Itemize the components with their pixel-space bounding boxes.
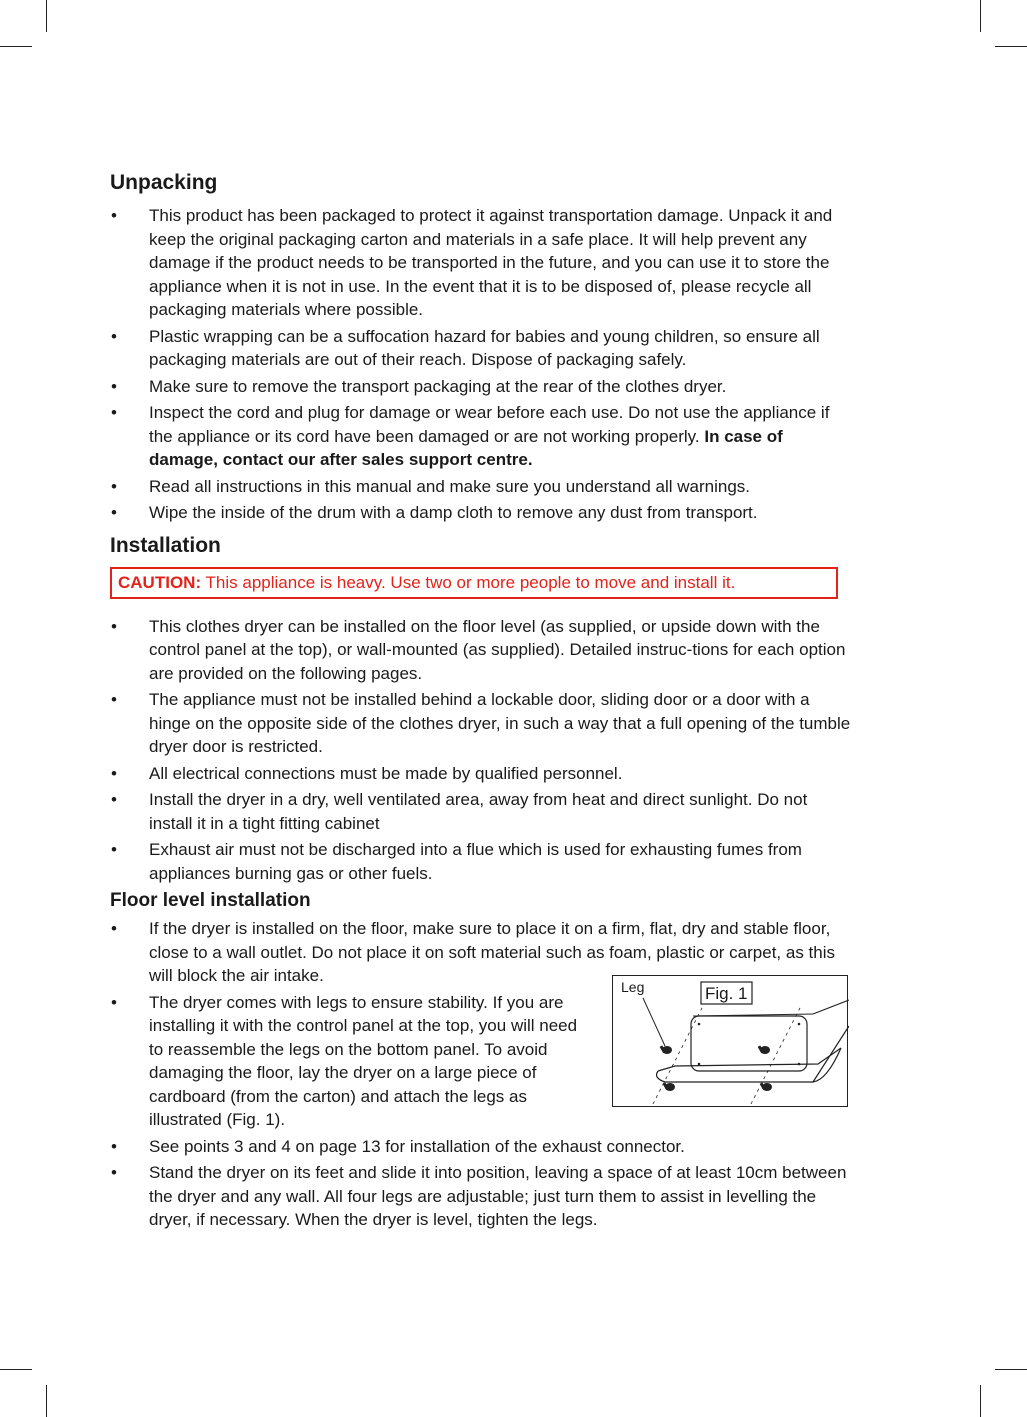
bullet-icon: • xyxy=(111,326,117,346)
crop-mark xyxy=(46,1385,47,1417)
caution-box xyxy=(110,567,838,599)
bullet-icon: • xyxy=(111,206,117,225)
fig-label: Fig. 1 xyxy=(705,984,748,1003)
figure-1 xyxy=(612,975,848,1107)
crop-mark xyxy=(0,1369,32,1370)
list-item: • The dryer comes with legs to ensure stability. If you are installing it with the control panel at the top, you will need to reassemble the legs on the bottom panel. To avoid damaging the floor, lay the dryer on a large piece of cardboard (from the carton) and attach the legs as illustrated (Fig. 1). xyxy=(111,992,578,1129)
bullet-icon: • xyxy=(111,1136,117,1156)
bullet-icon: • xyxy=(111,790,117,809)
leg-icon xyxy=(758,1045,770,1054)
bullet-icon: • xyxy=(111,476,117,496)
bullet-icon: • xyxy=(111,503,117,522)
bullet-icon: • xyxy=(111,690,117,709)
leg-icon xyxy=(660,1045,672,1054)
list-item: • Make sure to remove the transport packaging at the rear of the clothes dryer. xyxy=(110,375,855,399)
section-title-unpacking: Unpacking xyxy=(110,171,218,194)
list-item: • This product has been packaged to protect it against transportation damage. Unpack it and keep the original packaging carton and materials in a safe place. It will help prevent any damage if the product needs to be transported in the future, and you can use it to store the appliance when it is not in use. In the event that it is to be disposed of, please recycle all packaging materials where possible. xyxy=(111,206,833,319)
unpacking-list xyxy=(110,204,855,525)
list-item: • The appliance must not be installed behind a lockable door, sliding door or a door with a hinge on the opposite side of the clothes dryer, in such a way that a full opening of the tumble dryer door is restricted. xyxy=(111,690,851,756)
crop-mark xyxy=(46,0,47,32)
caution-label: CAUTION: xyxy=(118,572,202,592)
list-item: • See points 3 and 4 on page 13 for installation of the exhaust connector. xyxy=(110,1135,855,1159)
list-item: • Wipe the inside of the drum with a damp cloth to remove any dust from transport. xyxy=(110,501,855,525)
crop-mark xyxy=(980,0,981,32)
bullet-icon: • xyxy=(111,992,117,1012)
support-notice: In case of damage, contact our after sales support centre. xyxy=(149,426,783,469)
list-item: • Exhaust air must not be discharged into a flue which is used for exhausting fumes from appliances burning gas or other fuels. xyxy=(111,840,802,883)
bullet-icon: • xyxy=(111,919,117,938)
dryer-legs-illustration xyxy=(613,976,849,1108)
bullet-icon: • xyxy=(111,1163,117,1182)
bullet-icon: • xyxy=(111,616,117,636)
bullet-icon: • xyxy=(111,840,117,859)
bullet-icon: • xyxy=(111,763,117,783)
caution-text: This appliance is heavy. Use two or more people to move and install it. xyxy=(201,572,736,592)
leg-icon xyxy=(760,1082,772,1091)
crop-mark xyxy=(0,46,32,47)
list-item: • If the dryer is installed on the floor, make sure to place it on a firm, flat, dry and stable floor, close to a wall outlet. Do not place it on soft material such as foam, plastic or carpet, as this will block the air intake. xyxy=(111,919,835,985)
list-item: • All electrical connections must be made by qualified personnel. xyxy=(110,762,855,786)
list-item: • Read all instructions in this manual and make sure you understand all warnings. xyxy=(110,475,855,499)
leg-label: Leg xyxy=(621,979,645,995)
list-item: • This clothes dryer can be installed on the floor level (as supplied, or upside down with the control panel at the top), or wall-mounted (as supplied). Detailed instruc-tions for each option are provided on the following pages. xyxy=(111,616,846,683)
crop-mark xyxy=(980,1385,981,1417)
crop-mark xyxy=(995,46,1027,47)
list-item: • Install the dryer in a dry, well ventilated area, away from heat and direct sunlight. Do not install it in a tight fitting cabinet xyxy=(111,790,808,833)
bullet-icon: • xyxy=(111,376,117,396)
section-title-floor: Floor level installation xyxy=(110,890,311,911)
leg-icon xyxy=(663,1082,675,1091)
bullet-icon: • xyxy=(111,403,117,422)
crop-mark xyxy=(995,1369,1027,1370)
installation-list xyxy=(110,615,855,886)
section-title-installation: Installation xyxy=(110,533,221,557)
list-item: • Plastic wrapping can be a suffocation hazard for babies and young children, so ensure all packaging materials are out of their reach. Dispose of packaging safely. xyxy=(111,326,820,369)
list-item: • Inspect the cord and plug for damage or wear before each use. Do not use the appliance if the appliance or its cord have been damaged or are not working properly. In case of damage, contact our after sales support centre. xyxy=(111,403,830,469)
list-item: • Stand the dryer on its feet and slide it into position, leaving a space of at least 10cm between the dryer and any wall. All four legs are adjustable; just turn them to assist in levelling the dryer, if necessary. When the dryer is level, tighten the legs. xyxy=(111,1163,847,1229)
